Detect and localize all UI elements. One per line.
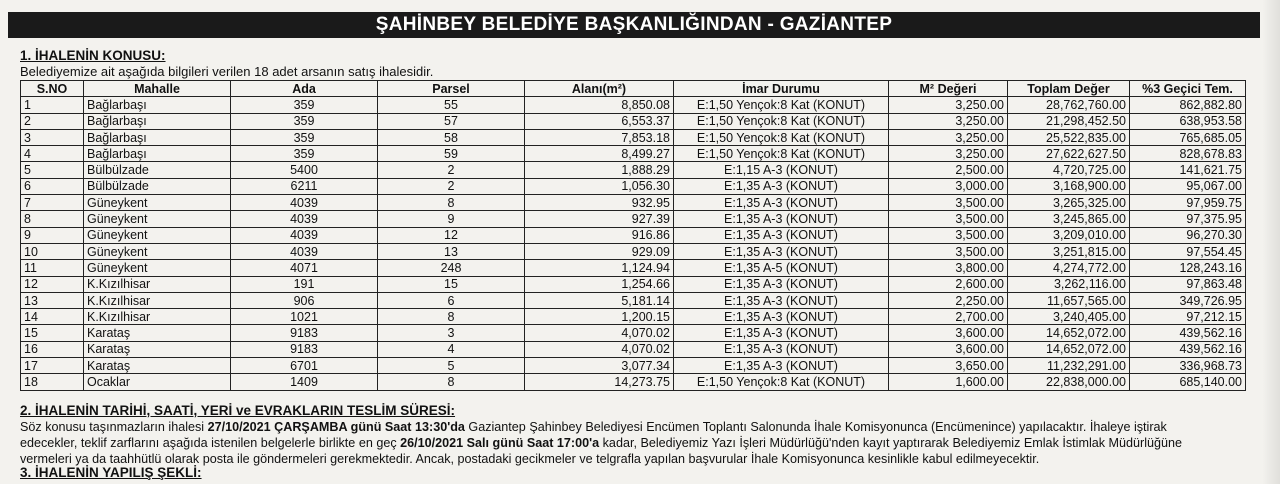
col-alan-cell: 929.09 <box>525 243 674 259</box>
col-mahalle-cell: Bülbülzade <box>84 178 231 194</box>
submission-deadline: 26/10/2021 Salı günü Saat 17:00'a <box>400 436 600 450</box>
col-total-value-cell: 3,240,405.00 <box>1008 309 1130 325</box>
parcel-table <box>20 80 1246 391</box>
col-sno-header: S.NO <box>21 81 84 97</box>
col-total-value-cell: 3,265,325.00 <box>1008 195 1130 211</box>
col-total-value-header: Toplam Değer <box>1008 81 1130 97</box>
col-imar-cell: E:1,35 A-3 (KONUT) <box>674 309 889 325</box>
col-m2-value-cell: 3,000.00 <box>889 178 1008 194</box>
col-m2-value-cell: 3,600.00 <box>889 341 1008 357</box>
col-mahalle-cell: Karataş <box>84 325 231 341</box>
col-imar-cell: E:1,50 Yençok:8 Kat (KONUT) <box>674 97 889 113</box>
table-row <box>21 211 1246 227</box>
col-alan-cell: 4,070.02 <box>525 341 674 357</box>
table-row <box>21 243 1246 259</box>
col-ada-cell: 4039 <box>231 227 378 243</box>
col-sno-cell: 3 <box>21 129 84 145</box>
col-parsel-cell: 55 <box>378 97 525 113</box>
col-mahalle-cell: Bağlarbaşı <box>84 97 231 113</box>
col-deposit-cell: 862,882.80 <box>1130 97 1246 113</box>
col-m2-value-cell: 3,650.00 <box>889 358 1008 374</box>
col-parsel-cell: 9 <box>378 211 525 227</box>
col-mahalle-header: Mahalle <box>84 81 231 97</box>
col-alan-cell: 3,077.34 <box>525 358 674 374</box>
col-sno-cell: 9 <box>21 227 84 243</box>
col-ada-cell: 4071 <box>231 260 378 276</box>
col-parsel-cell: 12 <box>378 227 525 243</box>
col-total-value-cell: 11,232,291.00 <box>1008 358 1130 374</box>
col-deposit-header: %3 Geçici Tem. <box>1130 81 1246 97</box>
table-row <box>21 309 1246 325</box>
col-alan-cell: 8,499.27 <box>525 146 674 162</box>
col-deposit-cell: 439,562.16 <box>1130 341 1246 357</box>
section-1-intro: Belediyemize ait aşağıda bilgileri verilen 18 adet arsanın satış ihalesidir. <box>20 64 434 79</box>
table-row <box>21 260 1246 276</box>
col-alan-cell: 916.86 <box>525 227 674 243</box>
table-row <box>21 276 1246 292</box>
col-parsel-cell: 13 <box>378 243 525 259</box>
col-ada-cell: 359 <box>231 146 378 162</box>
col-imar-cell: E:1,35 A-5 (KONUT) <box>674 260 889 276</box>
col-deposit-cell: 638,953.58 <box>1130 113 1246 129</box>
col-parsel-cell: 15 <box>378 276 525 292</box>
col-total-value-cell: 3,245,865.00 <box>1008 211 1130 227</box>
col-alan-cell: 927.39 <box>525 211 674 227</box>
col-parsel-cell: 5 <box>378 358 525 374</box>
col-imar-cell: E:1,15 A-3 (KONUT) <box>674 162 889 178</box>
col-mahalle-cell: K.Kızılhisar <box>84 309 231 325</box>
col-sno-cell: 1 <box>21 97 84 113</box>
col-deposit-cell: 96,270.30 <box>1130 227 1246 243</box>
col-parsel-header: Parsel <box>378 81 525 97</box>
col-total-value-cell: 28,762,760.00 <box>1008 97 1130 113</box>
col-total-value-cell: 4,274,772.00 <box>1008 260 1130 276</box>
col-imar-cell: E:1,35 A-3 (KONUT) <box>674 358 889 374</box>
col-m2-value-cell: 3,800.00 <box>889 260 1008 276</box>
col-mahalle-cell: Güneykent <box>84 195 231 211</box>
col-m2-value-cell: 2,250.00 <box>889 292 1008 308</box>
col-ada-cell: 1409 <box>231 374 378 390</box>
col-deposit-cell: 97,863.48 <box>1130 276 1246 292</box>
col-m2-value-cell: 2,500.00 <box>889 162 1008 178</box>
table-row <box>21 195 1246 211</box>
section-2-line-2 <box>20 435 1250 451</box>
col-imar-cell: E:1,35 A-3 (KONUT) <box>674 211 889 227</box>
col-deposit-cell: 336,968.73 <box>1130 358 1246 374</box>
col-deposit-cell: 439,562.16 <box>1130 325 1246 341</box>
section-3-heading: 3. İHALENİN YAPILIŞ ŞEKLİ: <box>20 465 202 480</box>
col-mahalle-cell: Güneykent <box>84 227 231 243</box>
col-alan-cell: 1,056.30 <box>525 178 674 194</box>
col-alan-cell: 1,200.15 <box>525 309 674 325</box>
col-imar-header: İmar Durumu <box>674 81 889 97</box>
col-parsel-cell: 6 <box>378 292 525 308</box>
col-sno-cell: 8 <box>21 211 84 227</box>
table-row <box>21 162 1246 178</box>
col-imar-cell: E:1,50 Yençok:8 Kat (KONUT) <box>674 113 889 129</box>
col-deposit-cell: 95,067.00 <box>1130 178 1246 194</box>
col-parsel-cell: 2 <box>378 178 525 194</box>
section-2-line-1 <box>20 419 1250 435</box>
col-total-value-cell: 25,522,835.00 <box>1008 129 1130 145</box>
table-row <box>21 292 1246 308</box>
col-total-value-cell: 3,168,900.00 <box>1008 178 1130 194</box>
col-mahalle-cell: Güneykent <box>84 211 231 227</box>
col-imar-cell: E:1,35 A-3 (KONUT) <box>674 195 889 211</box>
col-sno-cell: 16 <box>21 341 84 357</box>
col-mahalle-cell: Güneykent <box>84 243 231 259</box>
col-mahalle-cell: Bülbülzade <box>84 162 231 178</box>
section-2-line-1-a: Söz konusu taşınmazların ihalesi <box>20 420 208 434</box>
col-ada-cell: 4039 <box>231 243 378 259</box>
col-imar-cell: E:1,50 Yençok:8 Kat (KONUT) <box>674 146 889 162</box>
col-parsel-cell: 57 <box>378 113 525 129</box>
section-2-heading: 2. İHALENİN TARİHİ, SAATİ, YERİ ve EVRAKLARIN TESLİM SÜRESİ: <box>20 403 456 418</box>
col-ada-cell: 906 <box>231 292 378 308</box>
col-sno-cell: 4 <box>21 146 84 162</box>
col-mahalle-cell: Ocaklar <box>84 374 231 390</box>
table-header-row <box>21 81 1246 97</box>
col-sno-cell: 13 <box>21 292 84 308</box>
col-parsel-cell: 8 <box>378 309 525 325</box>
col-deposit-cell: 765,685.05 <box>1130 129 1246 145</box>
col-deposit-cell: 685,140.00 <box>1130 374 1246 390</box>
col-imar-cell: E:1,35 A-3 (KONUT) <box>674 243 889 259</box>
col-sno-cell: 17 <box>21 358 84 374</box>
col-m2-value-cell: 3,500.00 <box>889 211 1008 227</box>
col-alan-cell: 1,888.29 <box>525 162 674 178</box>
col-ada-cell: 4039 <box>231 195 378 211</box>
col-parsel-cell: 4 <box>378 341 525 357</box>
col-deposit-cell: 97,212.15 <box>1130 309 1246 325</box>
col-mahalle-cell: K.Kızılhisar <box>84 276 231 292</box>
col-total-value-cell: 3,209,010.00 <box>1008 227 1130 243</box>
col-alan-cell: 7,853.18 <box>525 129 674 145</box>
table-row <box>21 341 1246 357</box>
col-deposit-cell: 349,726.95 <box>1130 292 1246 308</box>
col-total-value-cell: 14,652,072.00 <box>1008 341 1130 357</box>
col-m2-value-cell: 3,250.00 <box>889 113 1008 129</box>
col-sno-cell: 5 <box>21 162 84 178</box>
col-total-value-cell: 4,720,725.00 <box>1008 162 1130 178</box>
col-ada-cell: 359 <box>231 97 378 113</box>
col-deposit-cell: 828,678.83 <box>1130 146 1246 162</box>
col-imar-cell: E:1,35 A-3 (KONUT) <box>674 341 889 357</box>
col-imar-cell: E:1,35 A-3 (KONUT) <box>674 276 889 292</box>
col-imar-cell: E:1,35 A-3 (KONUT) <box>674 325 889 341</box>
table-row <box>21 146 1246 162</box>
table-row <box>21 358 1246 374</box>
col-ada-cell: 4039 <box>231 211 378 227</box>
col-total-value-cell: 3,251,815.00 <box>1008 243 1130 259</box>
col-total-value-cell: 11,657,565.00 <box>1008 292 1130 308</box>
col-parsel-cell: 59 <box>378 146 525 162</box>
table-row <box>21 113 1246 129</box>
table-row <box>21 178 1246 194</box>
col-deposit-cell: 97,375.95 <box>1130 211 1246 227</box>
col-alan-header: Alanı(m²) <box>525 81 674 97</box>
col-alan-cell: 8,850.08 <box>525 97 674 113</box>
col-m2-value-cell: 3,250.00 <box>889 97 1008 113</box>
col-total-value-cell: 14,652,072.00 <box>1008 325 1130 341</box>
col-ada-cell: 9183 <box>231 325 378 341</box>
col-m2-value-cell: 2,600.00 <box>889 276 1008 292</box>
col-imar-cell: E:1,50 Yençok:8 Kat (KONUT) <box>674 129 889 145</box>
col-parsel-cell: 3 <box>378 325 525 341</box>
page-edge-shadow <box>1262 0 1280 484</box>
col-mahalle-cell: Bağlarbaşı <box>84 129 231 145</box>
col-mahalle-cell: Bağlarbaşı <box>84 146 231 162</box>
col-m2-value-cell: 3,500.00 <box>889 243 1008 259</box>
col-parsel-cell: 2 <box>378 162 525 178</box>
col-sno-cell: 10 <box>21 243 84 259</box>
col-m2-value-cell: 3,250.00 <box>889 129 1008 145</box>
col-sno-cell: 18 <box>21 374 84 390</box>
col-deposit-cell: 97,554.45 <box>1130 243 1246 259</box>
col-ada-cell: 9183 <box>231 341 378 357</box>
col-deposit-cell: 128,243.16 <box>1130 260 1246 276</box>
col-total-value-cell: 27,622,627.50 <box>1008 146 1130 162</box>
col-m2-value-cell: 3,600.00 <box>889 325 1008 341</box>
section-2-line-1-c: Gaziantep Şahinbey Belediyesi Encümen Toplantı Salonunda İhale Komisyonunca (Encümenince) yapılacaktır. İhaleye iştirak <box>464 420 1167 434</box>
col-ada-cell: 359 <box>231 129 378 145</box>
col-parsel-cell: 58 <box>378 129 525 145</box>
col-mahalle-cell: K.Kızılhisar <box>84 292 231 308</box>
col-parsel-cell: 8 <box>378 374 525 390</box>
table-row <box>21 227 1246 243</box>
table-row <box>21 97 1246 113</box>
col-alan-cell: 1,124.94 <box>525 260 674 276</box>
col-mahalle-cell: Karataş <box>84 341 231 357</box>
col-ada-cell: 5400 <box>231 162 378 178</box>
col-deposit-cell: 97,959.75 <box>1130 195 1246 211</box>
table-row <box>21 129 1246 145</box>
col-imar-cell: E:1,35 A-3 (KONUT) <box>674 227 889 243</box>
col-imar-cell: E:1,35 A-3 (KONUT) <box>674 292 889 308</box>
col-imar-cell: E:1,35 A-3 (KONUT) <box>674 178 889 194</box>
col-deposit-cell: 141,621.75 <box>1130 162 1246 178</box>
col-m2-value-header: M² Değeri <box>889 81 1008 97</box>
section-2-line-2-a: edecekler, teklif zarflarını aşağıda istenilen belgelerle birlikte en geç <box>20 436 401 450</box>
section-2-line-2-c: kadar, Belediyemiz Yazı İşleri Müdürlüğü'nden kayıt yaptırarak Belediyemiz Emlak İstimlak Müdürlüğüne <box>599 436 1183 450</box>
col-parsel-cell: 8 <box>378 195 525 211</box>
col-ada-cell: 6701 <box>231 358 378 374</box>
table-row <box>21 374 1246 390</box>
col-ada-cell: 191 <box>231 276 378 292</box>
col-imar-cell: E:1,50 Yençok:8 Kat (KONUT) <box>674 374 889 390</box>
col-sno-cell: 2 <box>21 113 84 129</box>
col-ada-header: Ada <box>231 81 378 97</box>
col-m2-value-cell: 1,600.00 <box>889 374 1008 390</box>
col-m2-value-cell: 3,500.00 <box>889 195 1008 211</box>
col-ada-cell: 6211 <box>231 178 378 194</box>
col-total-value-cell: 3,262,116.00 <box>1008 276 1130 292</box>
col-sno-cell: 6 <box>21 178 84 194</box>
col-alan-cell: 4,070.02 <box>525 325 674 341</box>
col-sno-cell: 12 <box>21 276 84 292</box>
col-ada-cell: 359 <box>231 113 378 129</box>
col-m2-value-cell: 3,250.00 <box>889 146 1008 162</box>
col-sno-cell: 11 <box>21 260 84 276</box>
col-m2-value-cell: 2,700.00 <box>889 309 1008 325</box>
col-sno-cell: 15 <box>21 325 84 341</box>
col-ada-cell: 1021 <box>231 309 378 325</box>
col-mahalle-cell: Bağlarbaşı <box>84 113 231 129</box>
col-alan-cell: 5,181.14 <box>525 292 674 308</box>
col-sno-cell: 14 <box>21 309 84 325</box>
table-row <box>21 325 1246 341</box>
notice-title: ŞAHİNBEY BELEDİYE BAŞKANLIĞINDAN - GAZİANTEP <box>8 12 1260 38</box>
col-m2-value-cell: 3,500.00 <box>889 227 1008 243</box>
col-alan-cell: 1,254.66 <box>525 276 674 292</box>
col-alan-cell: 14,273.75 <box>525 374 674 390</box>
section-1-heading: 1. İHALENİN KONUSU: <box>20 48 166 63</box>
col-mahalle-cell: Güneykent <box>84 260 231 276</box>
col-total-value-cell: 22,838,000.00 <box>1008 374 1130 390</box>
section-2-line-3: vermeleri ya da taahhütlü olarak posta ile göndermeleri gerekmektedir. Ancak, postadaki gecikmeler ve telgrafla yapılan başvurular İhale Komisyonunca kesinlikle kabul edilmeyecektir. <box>20 452 1040 466</box>
col-total-value-cell: 21,298,452.50 <box>1008 113 1130 129</box>
col-alan-cell: 932.95 <box>525 195 674 211</box>
col-sno-cell: 7 <box>21 195 84 211</box>
tender-date: 27/10/2021 ÇARŞAMBA günü Saat 13:30'da <box>207 420 465 434</box>
col-mahalle-cell: Karataş <box>84 358 231 374</box>
col-parsel-cell: 248 <box>378 260 525 276</box>
col-alan-cell: 6,553.37 <box>525 113 674 129</box>
